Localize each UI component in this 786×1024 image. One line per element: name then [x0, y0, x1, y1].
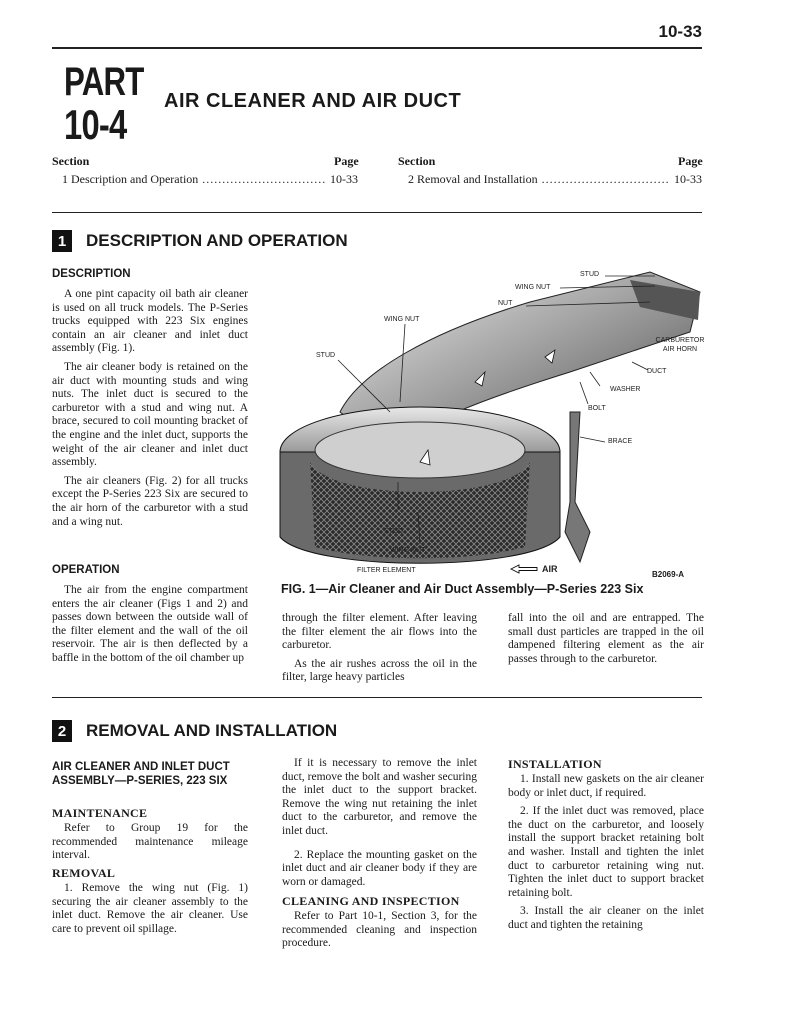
toc-rule — [52, 212, 702, 213]
removal-inlet-duct-para: If it is necessary to remove the inlet duct, remove the bolt and washer securing the inlet duct to the support bracket. Remove the wing nut retaining the inlet duct to the carburetor, and remove the inlet duct. — [282, 757, 477, 837]
air-arrow-icon — [510, 564, 538, 574]
callout-wing-nut-bottom: WING NUT — [390, 547, 426, 554]
part-word: PART — [64, 60, 144, 104]
operation-col2-para-2: As the air rushes across the oil in the filter, large heavy particles — [282, 657, 477, 684]
air-flow-legend — [510, 564, 558, 574]
section-2-badge: 2 — [52, 720, 72, 742]
operation-col3-para: fall into the oil and are entrapped. The small dust particles are trapped in the oil dampened filtering element as the air passes through to the carburetor. — [508, 612, 704, 665]
removal-heading: REMOVAL — [52, 866, 116, 880]
description-para-2: The air cleaner body is retained on the air duct with mounting studs and wing nuts. The inlet duct is secured to the carburetor with a stud and wing nut. A brace, secured to coil mounting bracket of the engine and the inlet duct, supports the weight of the air cleaner and inlet duct assembly. — [52, 360, 248, 469]
callout-brace: BRACE — [608, 438, 633, 445]
figure-1-illustration — [270, 262, 710, 580]
figure-1-caption: FIG. 1—Air Cleaner and Air Duct Assembly—P-Series 223 Six — [281, 582, 644, 596]
section-1-badge: 1 — [52, 230, 72, 252]
toc-page-header-left: Page — [334, 154, 359, 168]
callout-washer: WASHER — [610, 386, 641, 393]
removal-step-2: 2. Replace the mounting gasket on the inlet duct and air cleaner body if they are worn or damaged. — [282, 848, 477, 888]
operation-col2-para-1: through the filter element. After leaving the filter element the air flows into the carburetor. — [282, 612, 477, 652]
section-2-heading — [52, 720, 337, 742]
section-rule — [52, 697, 702, 698]
section-1-title: DESCRIPTION AND OPERATION — [86, 231, 348, 250]
removal-step-1: 1. Remove the wing nut (Fig. 1) securing the air cleaner assembly to the inlet duct. Remove the air cleaner. Use care to prevent oil spillage. — [52, 882, 248, 935]
toc-entry-1[interactable] — [62, 172, 358, 187]
description-body — [52, 288, 248, 534]
cleaning-heading: CLEANING AND INSPECTION — [282, 894, 460, 908]
callout-filter-element: FILTER ELEMENT — [357, 567, 416, 574]
part-label — [64, 62, 143, 148]
toc-leader — [542, 172, 670, 187]
installation-heading: INSTALLATION — [508, 757, 602, 771]
removal-body-col2 — [282, 757, 477, 894]
toc-entry-page: 10-33 — [330, 172, 358, 186]
installation-body — [508, 773, 704, 938]
operation-heading: OPERATION — [52, 564, 120, 576]
callout-wing-nut-top: WING NUT — [515, 284, 551, 291]
maintenance-para: Refer to Group 19 for the recommended maintenance mileage interval. — [52, 822, 248, 862]
assembly-heading: AIR CLEANER AND INLET DUCT ASSEMBLY—P-SERIES, 223 SIX — [52, 761, 230, 787]
cleaning-body — [282, 910, 477, 956]
callout-stud-bottom: STUD — [384, 528, 404, 535]
cleaning-para: Refer to Part 10-1, Section 3, for the recommended cleaning and inspection procedure. — [282, 910, 477, 950]
toc-entry-label: 2 Removal and Installation — [408, 172, 538, 186]
callout-bolt: BOLT — [588, 405, 606, 412]
installation-step-3: 3. Install the air cleaner on the inlet duct and tighten the retaining — [508, 905, 704, 931]
maintenance-body — [52, 822, 248, 868]
toc-entry-2[interactable] — [408, 172, 702, 187]
section-2-title: REMOVAL AND INSTALLATION — [86, 721, 338, 740]
air-legend-label: AIR — [542, 564, 558, 574]
description-para-1: A one pint capacity oil bath air cleaner is used on all truck models. The P-Series trucks equipped with 223 Six engines contain an air cleaner and inlet duct assembly (Fig. 1). — [52, 288, 248, 355]
maintenance-heading: MAINTENANCE — [52, 806, 148, 820]
callout-stud-left: STUD — [316, 352, 336, 359]
toc-leader — [202, 172, 326, 187]
toc-page-header-right: Page — [678, 154, 703, 168]
description-heading: DESCRIPTION — [52, 268, 131, 280]
callout-nut-top: NUT — [498, 300, 513, 307]
toc-section-header-left: Section — [52, 154, 90, 168]
header-rule — [52, 47, 702, 49]
toc-section-header-right: Section — [398, 154, 436, 168]
installation-step-1: 1. Install new gaskets on the air cleaner body or inlet duct, if required. — [508, 773, 704, 799]
callout-wing-nut-left: WING NUT — [384, 316, 420, 323]
callout-stud-top: STUD — [580, 271, 600, 278]
operation-para: The air from the engine compartment enters the air cleaner (Figs 1 and 2) and passes down between the outside wall of the filter element and the wall of the oil reservoir. The air is then deflected by a baffle in the bottom of the oil chamber up — [52, 584, 248, 664]
toc-entry-label: 1 Description and Operation — [62, 172, 199, 186]
operation-col2 — [282, 612, 477, 690]
figure-code: B2069-A — [652, 570, 685, 579]
callout-carburetor-air-horn: CARBURETOR AIR HORN — [655, 337, 705, 353]
section-1-heading — [52, 230, 348, 252]
operation-body — [52, 584, 248, 671]
part-number: 10-4 — [64, 101, 127, 148]
description-para-3: The air cleaners (Fig. 2) for all trucks except the P-Series 223 Six are secured to the air horn of the carburetor with a stud and a wing nut. — [52, 474, 248, 528]
part-title: AIR CLEANER AND AIR DUCT — [164, 90, 462, 112]
toc-entry-page: 10-33 — [674, 172, 702, 186]
page-number: 10-33 — [658, 22, 702, 41]
callout-duct: DUCT — [647, 368, 667, 375]
operation-col3 — [508, 612, 704, 671]
removal-body-col1 — [52, 882, 248, 941]
installation-step-2: 2. If the inlet duct was removed, place the duct on the carburetor, and loosely install the support bracket retaining bolt and washer. Install and tighten the inlet duct to carburetor retaining wing nut. Tighten the inlet duct to support bracket retaining bolt. — [508, 805, 704, 899]
